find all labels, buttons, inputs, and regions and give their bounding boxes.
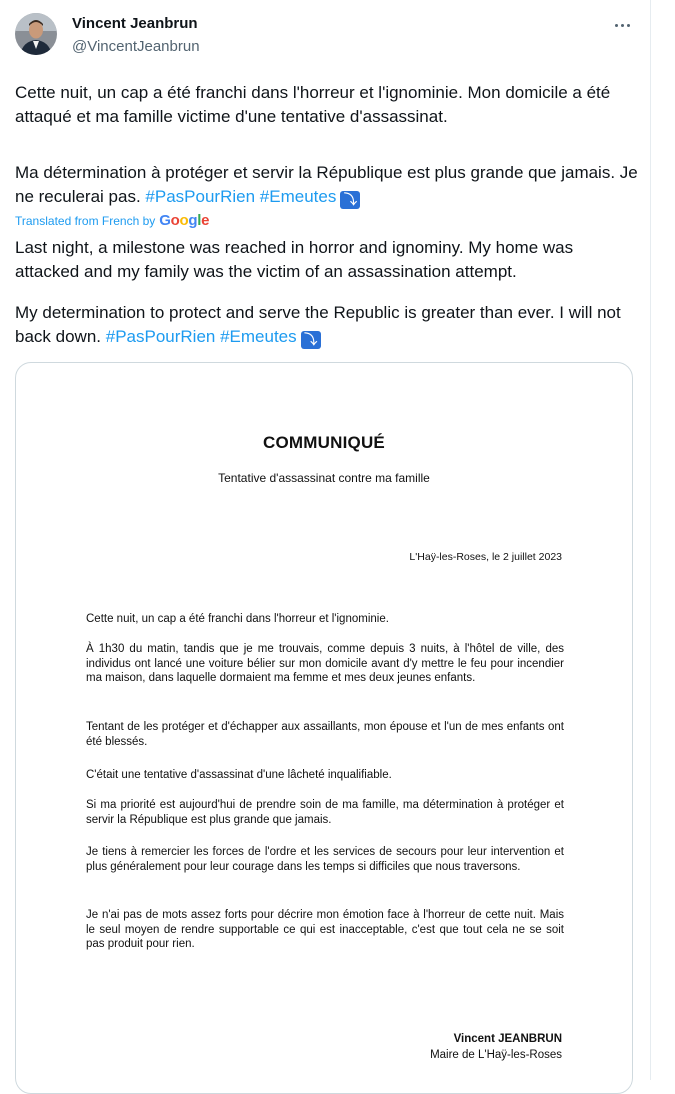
author-name[interactable]: Vincent Jeanbrun [72,15,198,32]
hashtag-emeutes-translated[interactable]: #Emeutes [220,327,297,346]
tweet-text-translated-2 [15,301,640,349]
document-paragraph: Cette nuit, un cap a été franchi dans l'horreur et l'ignominie. [86,613,389,625]
document-subtitle: Tentative d'assassinat contre ma famille [218,471,430,485]
document-paragraph: Tentant de les protéger et d'échapper aux assaillants, mon épouse et l'un de mes enfants ont été blessés. [86,721,564,748]
document-paragraph: C'était une tentative d'assassinat d'une lâcheté inqualifiable. [86,769,392,781]
document-paragraph: Je n'ai pas de mots assez forts pour décrire mon émotion face à l'horreur de cette nuit. Mais le seul moyen de rendre supportable ce qui est inacceptable, c'est que tout cela ne se soit pas produit pour rien. [86,909,564,950]
document-paragraph: Je tiens à remercier les forces de l'ordre et les services de secours pour leur intervention et plus généralement pour leur courage dans les temps si difficiles que nous traversons. [86,846,564,873]
signature-role: Maire de L'Haÿ-les-Roses [430,1049,562,1061]
tweet-text-translated-1: Last night, a milestone was reached in horror and ignominy. My home was attacked and my family was the victim of an assassination attempt. [15,238,574,281]
document-date: L'Haÿ-les-Roses, le 2 juillet 2023 [409,551,562,563]
timeline-divider [650,0,651,1080]
google-logo: Google [159,212,210,229]
tweet-text-original-1: Cette nuit, un cap a été franchi dans l'horreur et l'ignominie. Mon domicile a été attaqué et ma famille victime d'une tentative d'assassinat. [15,83,611,126]
tweet-text-translated-2-body: My determination to protect and serve the Republic is greater than ever. I will not back down. [15,303,621,346]
document-paragraph: Si ma priorité est aujourd'hui de prendre soin de ma famille, ma détermination à protéger et servir la République est plus grande que jamais. [86,799,564,826]
avatar[interactable] [15,13,57,55]
hashtag-pas-pour-rien[interactable]: #PasPourRien [145,187,256,206]
translated-label: Translated from French by [15,213,156,228]
author-handle[interactable]: @VincentJeanbrun [72,38,200,55]
signature-name: Vincent JEANBRUN [453,1033,562,1045]
more-options-button[interactable] [608,14,636,36]
tweet-text-original-2-body: Ma détermination à protéger et servir la République est plus grande que jamais. Je ne reculerai pas. [15,163,638,206]
hashtag-emeutes[interactable]: #Emeutes [259,187,337,206]
translate-arrow-icon: ⤵ [301,331,321,349]
translated-by-google[interactable] [15,212,209,229]
document-title: COMMUNIQUÉ [263,433,385,452]
more-horizontal-icon [615,24,630,27]
tweet-media-image[interactable] [15,362,633,1094]
tweet-text-original-2 [15,161,640,209]
document-paragraph: À 1h30 du matin, tandis que je me trouvais, comme depuis 3 nuits, à l'hôtel de ville, des individus ont lancé une voiture bélier sur mon domicile avant d'y mettre le feu pour incendier ma maison, dans laquelle dormaient ma femme et mes deux jeunes enfants. [86,643,564,684]
translate-arrow-icon: ⤵ [340,191,360,209]
communique-document [16,363,632,1093]
hashtag-pas-pour-rien-translated[interactable]: #PasPourRien [105,327,216,346]
